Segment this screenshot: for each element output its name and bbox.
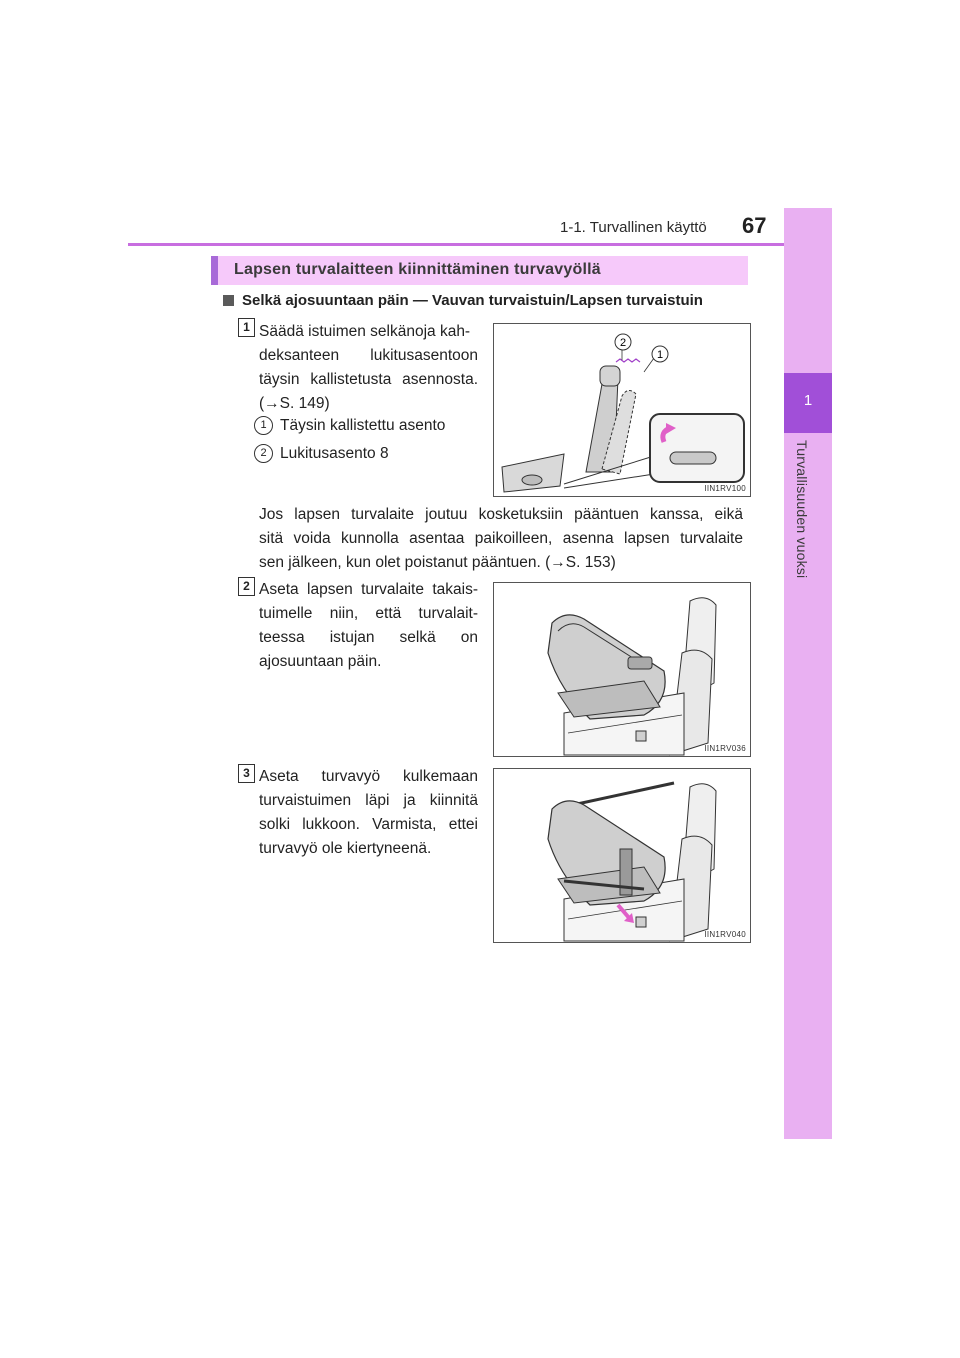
figure-seat-recline: [493, 323, 751, 497]
step-number-2: 2: [238, 577, 255, 596]
callout-1-text: Täysin kallistettu asento: [280, 417, 446, 434]
section-breadcrumb: 1-1. Turvallinen käyttö: [560, 219, 707, 236]
step-number-3: 3: [238, 764, 255, 783]
callout-2-text: Lukitusasento 8: [280, 445, 389, 462]
seatbelt-illustration: [494, 769, 750, 942]
callout-1-marker: 1: [254, 416, 273, 435]
header-rule: [128, 243, 832, 246]
svg-text:1: 1: [656, 349, 664, 361]
sub-heading: Selkä ajosuuntaan päin — Vauvan turvaistuin/Lapsen turvaistuin: [223, 292, 703, 309]
side-chapter-title: Turvallisuuden vuoksi: [794, 440, 810, 579]
step-1-note: Jos lapsen turvalaite joutuu kosketuksiin pääntuen kanssa, eikä sitä voida kunnolla asentaa paikoilleen, asenna lapsen turvalaite sen jälkeen, kun olet poistanut pääntuen. (→S. 153): [259, 506, 743, 571]
side-chapter-number: 1: [803, 392, 813, 409]
figure-code-2: IIN1RV036: [704, 744, 746, 753]
page-number: 67: [742, 213, 767, 238]
section-title: Lapsen turvalaitteen kiinnittäminen turvavyöllä: [234, 261, 601, 278]
seat-recline-illustration: [494, 324, 750, 496]
side-tab: [784, 208, 832, 1139]
child-seat-illustration: [494, 583, 750, 756]
section-title-bar: [211, 256, 748, 285]
figure-seatbelt-routing: [493, 768, 751, 943]
square-bullet-icon: [223, 295, 234, 306]
figure-code-1: IIN1RV100: [704, 484, 746, 493]
figure-seat-placement: [493, 582, 751, 757]
figure-code-3: IIN1RV040: [704, 930, 746, 939]
step-2-text: Aseta lapsen turvalaite takais- tuimelle niin, että turvalait- teessa istujan selkä on ajosuuntaan päin.: [259, 581, 478, 670]
svg-text:2: 2: [619, 337, 627, 349]
step-1-text: Säädä istuimen selkänoja kah- deksanteen lukitusasentoon täysin kallistetusta asennosta. (→S. 149): [259, 323, 478, 412]
step-number-1: 1: [238, 318, 255, 337]
step-3-text: Aseta turvavyö kulkemaan turvaistuimen läpi ja kiinnitä solki lukkoon. Varmista, ettei turvavyö ole kiertyneenä.: [259, 768, 478, 857]
callout-2-marker: 2: [254, 444, 273, 463]
